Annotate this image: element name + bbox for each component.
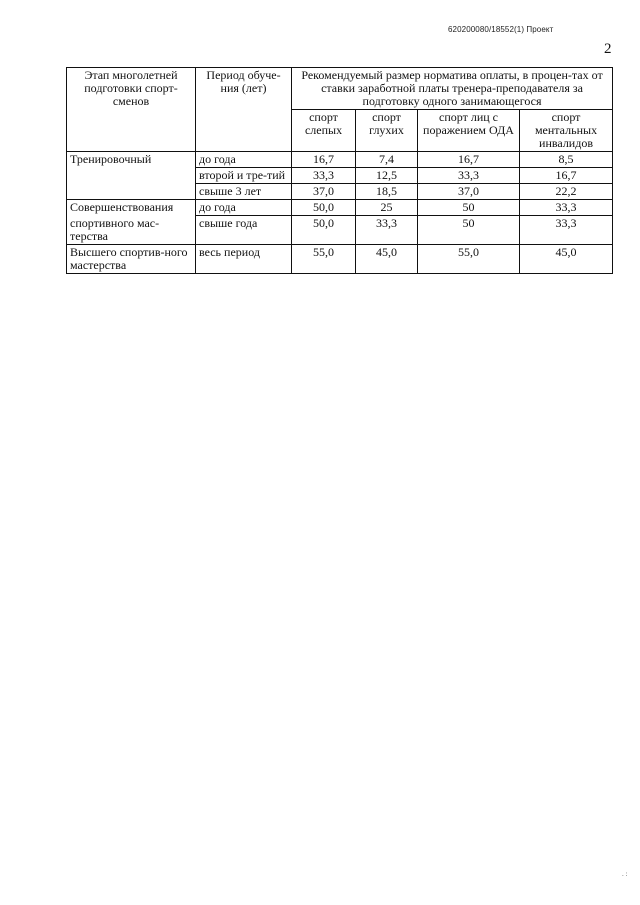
table-row — [67, 244, 613, 273]
cell-value: 33,3 — [520, 216, 613, 245]
cell-period: весь период — [196, 244, 292, 273]
cell-value: 45,0 — [520, 244, 613, 273]
table-row — [67, 184, 613, 200]
table-header-row — [67, 68, 613, 110]
cell-value: 33,3 — [418, 168, 520, 184]
table-row — [67, 200, 613, 216]
cell-value: 18,5 — [356, 184, 418, 200]
cell-value: 16,7 — [520, 168, 613, 184]
norm-table — [66, 67, 613, 274]
cell-value: 37,0 — [418, 184, 520, 200]
cell-stage — [67, 184, 196, 200]
cell-period: до года — [196, 200, 292, 216]
cell-value: 33,3 — [520, 200, 613, 216]
cell-stage: спортивного мас-терства — [67, 216, 196, 245]
subheader-deaf: спорт глухих — [356, 110, 418, 152]
cell-value: 55,0 — [292, 244, 356, 273]
cell-value: 22,2 — [520, 184, 613, 200]
cell-value: 7,4 — [356, 152, 418, 168]
table-row — [67, 216, 613, 245]
header-recommended: Рекомендуемый размер норматива оплаты, в процен-тах от ставки заработной платы тренера-преподавателя за подготовку одного занимающегося — [292, 68, 613, 110]
scan-marks: . : — [622, 870, 628, 878]
cell-value: 50 — [418, 200, 520, 216]
cell-period: второй и тре-тий — [196, 168, 292, 184]
cell-value: 37,0 — [292, 184, 356, 200]
cell-value: 50,0 — [292, 200, 356, 216]
cell-value: 55,0 — [418, 244, 520, 273]
cell-value: 50 — [418, 216, 520, 245]
cell-stage: Совершенствования — [67, 200, 196, 216]
cell-stage: Высшего спортив-ного мастерства — [67, 244, 196, 273]
cell-period: свыше 3 лет — [196, 184, 292, 200]
table-row — [67, 152, 613, 168]
page-number: 2 — [604, 41, 612, 57]
cell-value: 25 — [356, 200, 418, 216]
cell-value: 33,3 — [356, 216, 418, 245]
cell-stage: Тренировочный — [67, 152, 196, 168]
cell-value: 45,0 — [356, 244, 418, 273]
subheader-oda: спорт лиц с поражением ОДА — [418, 110, 520, 152]
cell-value: 16,7 — [292, 152, 356, 168]
cell-period: до года — [196, 152, 292, 168]
subheader-blind: спорт слепых — [292, 110, 356, 152]
cell-value: 8,5 — [520, 152, 613, 168]
header-period: Период обуче-ния (лет) — [196, 68, 292, 152]
cell-value: 33,3 — [292, 168, 356, 184]
cell-value: 16,7 — [418, 152, 520, 168]
table-row — [67, 168, 613, 184]
cell-stage — [67, 168, 196, 184]
cell-period: свыше года — [196, 216, 292, 245]
header-stage: Этап многолетней подготовки спорт-сменов — [67, 68, 196, 152]
document-id: 620200080/18552(1) Проект — [448, 25, 554, 34]
cell-value: 50,0 — [292, 216, 356, 245]
cell-value: 12,5 — [356, 168, 418, 184]
subheader-mental: спорт ментальных инвалидов — [520, 110, 613, 152]
